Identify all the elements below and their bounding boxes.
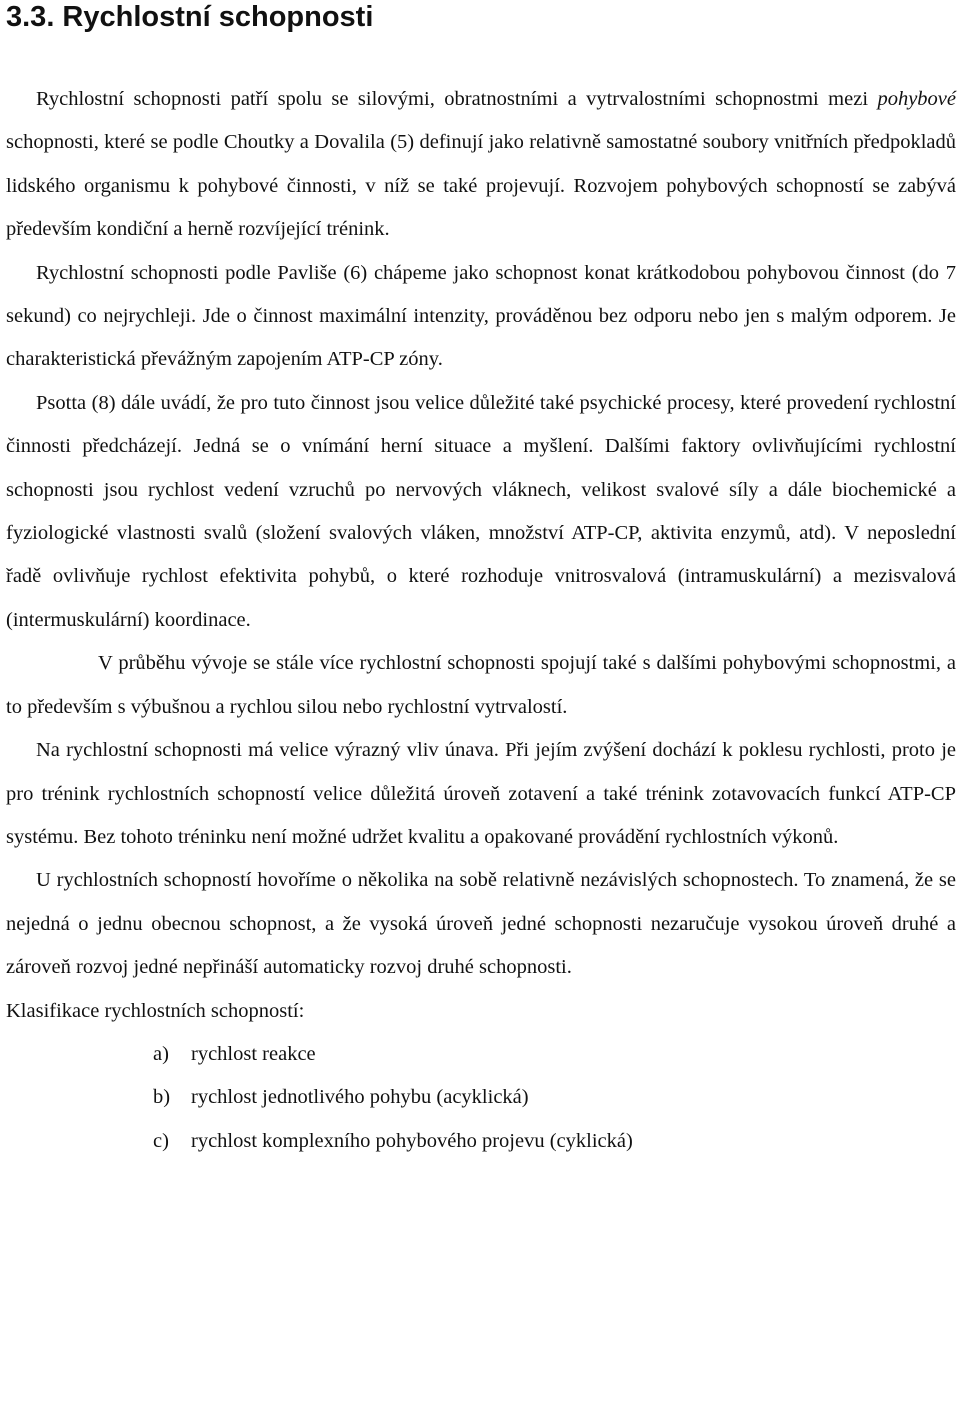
list-item [153,1033,956,1076]
paragraph-psotta: Psotta (8) dále uvádí, že pro tuto činnost jsou velice důležité také psychické procesy, které provedení rychlostní činnosti předcházejí. Jedná se o vnímání herní situace a myšlení. Dalšími faktory ovlivňujícími rychlostní schopnosti jsou rychlost vedení vzruchů po nervových vláknech, velikost svalové síly a dále biochemické a fyziologické vlastnosti svalů (složení svalových vláken, množství ATP-CP, aktivita enzymů, atd). V neposlední řadě ovlivňuje rychlost efektivita pohybů, o které rozhoduje vnitrosvalová (intramuskulární) a mezisvalová (intermuskulární) koordinace. [6,391,956,631]
paragraph-fatigue: Na rychlostní schopnosti má velice výrazný vliv únava. Při jejím zvýšení dochází k poklesu rychlosti, proto je pro trénink rychlostních schopností velice důležitá úroveň zotavení a také trénink zotavovacích funkcí ATP-CP systému. Bez tohoto tréninku není možné udržet kvalitu a opakované provádění rychlostních výkonů. [6,739,956,848]
paragraph-definition [6,78,956,252]
paragraph-independence: U rychlostních schopností hovoříme o několika na sobě relativně nezávislých schopnostech. To znamená, že se nejedná o jednu obecnou schopnost, a že vysoká úroveň jedné schopnosti nezaručuje vysokou úroveň druhé a zároveň rozvoj jedné nepřináší automaticky rozvoj druhé schopnosti. [6,869,956,979]
list-item [153,1076,956,1119]
paragraph-text: Rychlostní schopnosti patří spolu se silovými, obratnostními a vytrvalostními schopnostmi mezi [36,88,878,110]
classification-intro: Klasifikace rychlostních schopností: [6,999,305,1022]
list-item-text: rychlost jednotlivého pohybu (acyklická) [191,1086,529,1109]
classification-list [6,1033,956,1163]
list-item-text: rychlost reakce [191,1042,316,1065]
list-item-text: rychlost komplexního pohybového projevu (cyklická) [191,1129,633,1152]
section-heading: 3.3. Rychlostní schopnosti [6,1,374,33]
list-marker: b) [153,1086,171,1109]
paragraph-development: V průběhu vývoje se stále více rychlostní schopnosti spojují také s dalšími pohybovými schopnostmi, a to především s výbušnou a rychlou silou nebo rychlostní vytrvalostí. [6,652,956,718]
paragraph-text: schopnosti, které se podle Choutky a Dovalila (5) definují jako relativně samostatné soubory vnitřních předpokladů lidského organismu k pohybové činnosti, v níž se také projevují. Rozvojem pohybových schopností se zabývá především kondiční a herně rozvíjející trénink. [6,131,956,241]
italic-term: pohybové [877,88,956,110]
paragraph-pavlis: Rychlostní schopnosti podle Pavliše (6) chápeme jako schopnost konat krátkodobou pohybovou činnost (do 7 sekund) co nejrychleji. Jde o činnost maximální intenzity, prováděnou bez odporu nebo jen s malým odporem. Je charakteristická převážným zapojením ATP-CP zóny. [6,261,956,371]
document-page [6,0,956,1163]
list-item [153,1120,956,1163]
list-marker: a) [153,1042,169,1065]
list-marker: c) [153,1129,169,1152]
